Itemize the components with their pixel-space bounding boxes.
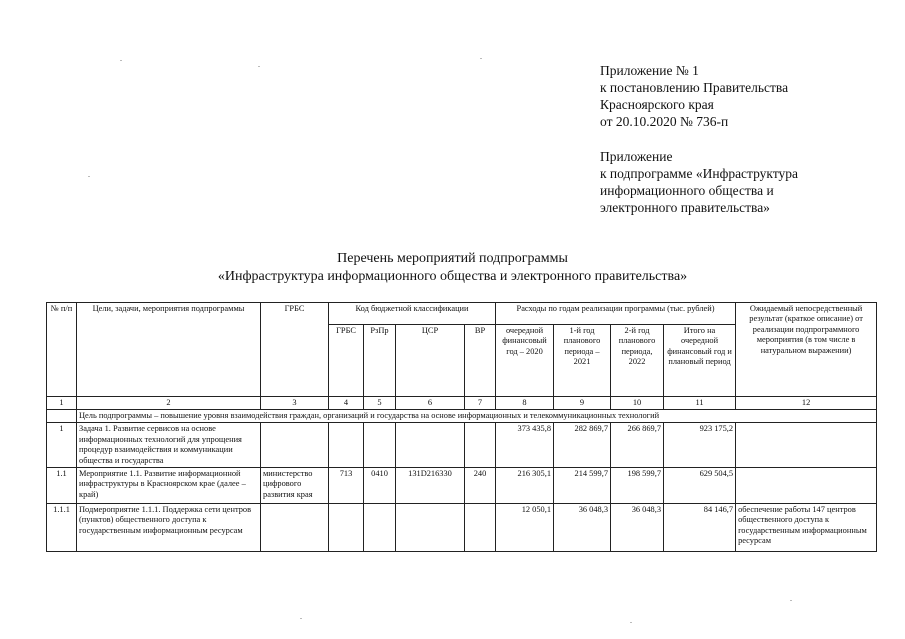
table-row [47, 468, 877, 504]
row-rzpr [364, 504, 396, 552]
row-result [736, 423, 877, 468]
header-result: Ожидаемый непосредственный результат (краткое описание) от реализации подпрограммного мероприятия (в том числе в натуральном выражении) [736, 303, 877, 397]
row-2021: 282 869,7 [554, 423, 611, 468]
col-number: 4 [329, 397, 364, 410]
col-number: 8 [496, 397, 554, 410]
header-sub-2022: 2-й год планового периода, 2022 [611, 325, 664, 397]
col-number: 3 [261, 397, 329, 410]
column-number-row [47, 397, 877, 410]
goal-text: Цель подпрограммы – повышение уровня взаимодействия граждан, организаций и государства на основе информационных и телекоммуникационных технологий [77, 410, 877, 423]
scan-speck [790, 600, 792, 601]
row-vr [465, 504, 496, 552]
row-name: Подмероприятие 1.1.1. Поддержка сети центров (пунктов) общественного доступа к государственным информационным ресурсам [77, 504, 261, 552]
title-line-1: Перечень мероприятий подпрограммы [337, 251, 568, 266]
row-2021: 214 599,7 [554, 468, 611, 504]
header-sub-2021: 1-й год планового периода – 2021 [554, 325, 611, 397]
appendix1-line: Красноярского края [600, 97, 714, 112]
row-total: 923 175,2 [664, 423, 736, 468]
row-rzpr [364, 423, 396, 468]
appendix2-line: информационного общества и [600, 183, 774, 198]
row-2021: 36 048,3 [554, 504, 611, 552]
col-number: 6 [396, 397, 465, 410]
appendix2-line: Приложение [600, 149, 673, 164]
col-number: 9 [554, 397, 611, 410]
col-number: 12 [736, 397, 877, 410]
row-grbs [261, 423, 329, 468]
row-2022: 198 599,7 [611, 468, 664, 504]
row-csr: 131D216330 [396, 468, 465, 504]
table-row [47, 423, 877, 468]
header-sub-csr: ЦСР [396, 325, 465, 397]
scan-speck [480, 58, 482, 59]
row-2020: 373 435,8 [496, 423, 554, 468]
row-num: 1.1.1 [47, 504, 77, 552]
row-vr: 240 [465, 468, 496, 504]
scan-speck [258, 66, 260, 67]
row-total: 629 504,5 [664, 468, 736, 504]
scan-speck [88, 176, 90, 177]
header-sub-2020: очередной финансовый год – 2020 [496, 325, 554, 397]
appendix-header-1 [600, 62, 890, 130]
row-code-grbs [329, 423, 364, 468]
appendix1-line: от 20.10.2020 № 736-п [600, 114, 729, 129]
row-name: Задача 1. Развитие сервисов на основе информационных технологий для упрощения процедур взаимодействия и коммуникации общества и государства [77, 423, 261, 468]
row-code-grbs [329, 504, 364, 552]
col-number: 11 [664, 397, 736, 410]
row-2020: 216 305,1 [496, 468, 554, 504]
row-total: 84 146,7 [664, 504, 736, 552]
goal-row [47, 410, 877, 423]
scan-speck [120, 60, 122, 61]
appendix2-line: к подпрограмме «Инфраструктура [600, 166, 799, 181]
appendix1-line: к постановлению Правительства [600, 80, 789, 95]
row-csr [396, 504, 465, 552]
row-result: обеспечение работы 147 центров общественного доступа к государственным информационным ресурсам [736, 504, 877, 552]
goal-row-blank [47, 410, 77, 423]
row-vr [465, 423, 496, 468]
header-num: № п/п [47, 303, 77, 397]
measures-table [46, 302, 877, 552]
header-sub-total: Итого на очередной финансовый год и плановый период [664, 325, 736, 397]
col-number: 2 [77, 397, 261, 410]
row-result [736, 468, 877, 504]
header-sub-vr: ВР [465, 325, 496, 397]
col-number: 5 [364, 397, 396, 410]
table-row [47, 504, 877, 552]
scan-speck [630, 622, 632, 623]
row-grbs [261, 504, 329, 552]
title-line-2: «Инфраструктура информационного общества и электронного правительства» [217, 269, 688, 284]
header-sub-grbs: ГРБС [329, 325, 364, 397]
row-code-grbs: 713 [329, 468, 364, 504]
row-num: 1.1 [47, 468, 77, 504]
row-rzpr: 0410 [364, 468, 396, 504]
appendix1-line: Приложение № 1 [600, 63, 699, 78]
appendix-header-2 [600, 148, 890, 216]
header-row-1 [47, 303, 877, 325]
col-number: 10 [611, 397, 664, 410]
row-num: 1 [47, 423, 77, 468]
row-2022: 266 869,7 [611, 423, 664, 468]
scan-speck [300, 618, 302, 619]
row-2020: 12 050,1 [496, 504, 554, 552]
document-title [0, 250, 905, 286]
header-goals: Цели, задачи, мероприятия подпрограммы [77, 303, 261, 397]
row-grbs: министерство цифрового развития края [261, 468, 329, 504]
col-number: 1 [47, 397, 77, 410]
header-budget-code: Код бюджетной классификации [329, 303, 496, 325]
row-csr [396, 423, 465, 468]
header-grbs: ГРБС [261, 303, 329, 397]
row-name: Мероприятие 1.1. Развитие информационной инфраструктуры в Красноярском крае (далее – край) [77, 468, 261, 504]
appendix2-line: электронного правительства» [600, 200, 770, 215]
row-2022: 36 048,3 [611, 504, 664, 552]
header-sub-rzpr: РзПр [364, 325, 396, 397]
header-expenses: Расходы по годам реализации программы (тыс. рублей) [496, 303, 736, 325]
col-number: 7 [465, 397, 496, 410]
